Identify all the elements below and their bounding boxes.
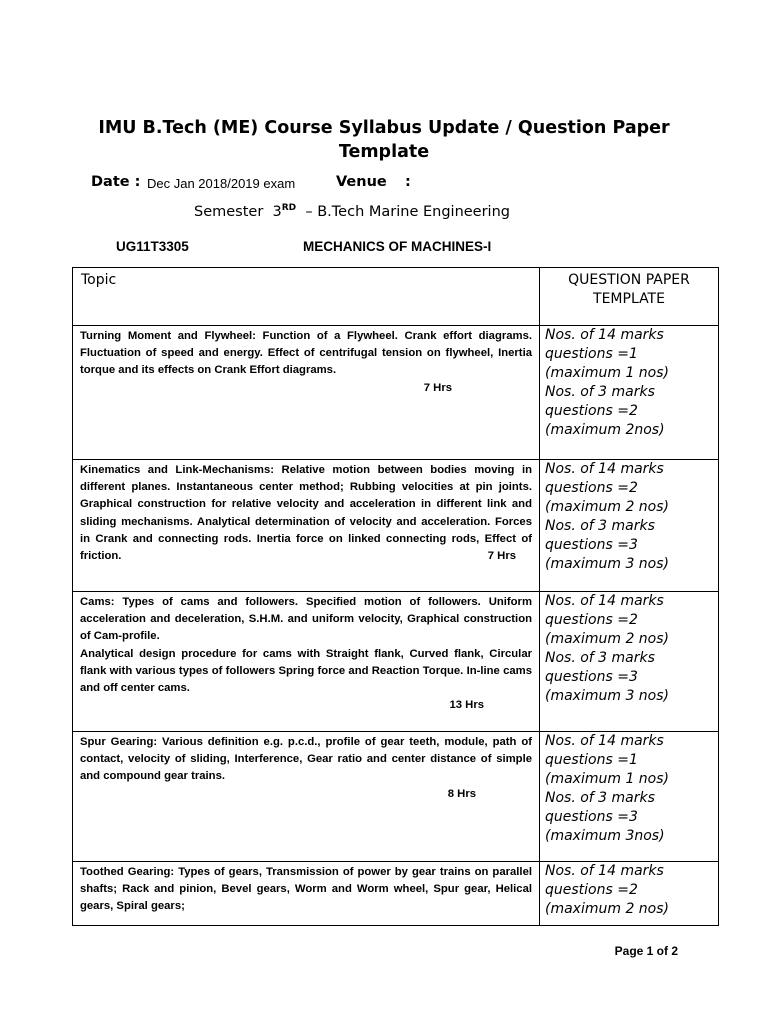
topic-description: Function of a Flywheel. Crank effort diagrams. Fluctuation of speed and energy. Effect of centrifugal tension on flywheel, Inertia torque and its effects on Crank Effort diagrams. [80, 330, 532, 377]
topic-cell [73, 592, 540, 732]
template-line: questions =2 [545, 403, 638, 419]
topic-cell [73, 862, 540, 926]
semester-line [194, 204, 510, 220]
topic-hours: 13 Hrs [449, 699, 484, 712]
topic-hours: 7 Hrs [487, 550, 516, 563]
syllabus-table [72, 267, 719, 926]
table-row [73, 592, 719, 732]
template-line: Nos. of 14 marks [545, 593, 664, 609]
topic-cell [73, 732, 540, 862]
template-column-header [540, 268, 718, 312]
topic-description: Types of cams and followers. Specified motion of followers. Uniform acceleration and deceleration, S.H.M. and uniform velocity, Graphical construction of Cam-profile. [80, 596, 532, 643]
page-title [60, 116, 708, 164]
topic-hours: 8 Hrs [447, 787, 476, 800]
template-line: (maximum 2nos) [545, 422, 665, 438]
topic-description-2: Analytical design procedure for cams with Straight flank, Curved flank, Circular flank with various types of followers Spring force and Reaction Torque. In-line cams and off center cams. [80, 647, 532, 695]
template-line: (maximum 1 nos) [545, 365, 670, 381]
template-line: questions =3 [545, 537, 638, 553]
topic-description: Various definition e.g. p.c.d., profile of gear teeth, module, path of contact, velocity of sliding, Interference, Gear ratio and center distance of simple and compound gear trains. [80, 736, 532, 783]
title-line-1: IMU B.Tech (ME) Course Syllabus Update / Question Paper [98, 118, 670, 138]
page-number: Page 1 of 2 [614, 944, 678, 958]
date-value: Dec Jan 2018/2019 exam [147, 176, 296, 191]
template-header-cell [540, 268, 719, 326]
semester-superscript: RD [281, 203, 297, 214]
topic-description: Relative motion between bodies moving in different planes. Instantaneous center method; Rubbing velocities at pin joints. Graphical construction for relative velocity and acceleration in different link and sliding mechanisms. Analytical determination of velocity and acceleration. Forces in Crank and connecting rods. Inertia force on linked connecting rods, Effect of friction. [80, 464, 532, 563]
template-line: questions =2 [545, 612, 638, 628]
template-line: Nos. of 14 marks [545, 733, 664, 749]
topic-cell [73, 460, 540, 592]
table-row [73, 732, 719, 862]
topic-heading: Cams: [80, 596, 115, 608]
template-line: Nos. of 3 marks [545, 518, 655, 534]
template-line: questions =3 [545, 669, 638, 685]
date-label: Date : [91, 174, 141, 190]
topic-hours: 7 Hrs [423, 381, 452, 394]
template-cell [540, 862, 719, 926]
title-line-2: Template [338, 142, 430, 162]
semester-suffix: – B.Tech Marine Engineering [296, 204, 510, 220]
template-line: questions =2 [545, 882, 638, 898]
template-line: (maximum 2 nos) [545, 499, 670, 515]
table-row [73, 862, 719, 926]
topic-heading: Toothed Gearing: [80, 866, 175, 878]
template-line: Nos. of 3 marks [545, 384, 655, 400]
template-line: questions =2 [545, 480, 638, 496]
venue-colon: : [405, 174, 411, 190]
template-line: Nos. of 14 marks [545, 327, 664, 343]
topic-heading: Turning Moment and Flywheel: [80, 330, 256, 342]
template-line: (maximum 2 nos) [545, 631, 670, 647]
topic-cell [73, 326, 540, 460]
template-line: Nos. of 14 marks [545, 461, 664, 477]
template-line: Nos. of 3 marks [545, 790, 655, 806]
table-row [73, 460, 719, 592]
template-cell [540, 460, 719, 592]
topic-heading: Spur Gearing: [80, 736, 158, 748]
semester-prefix: Semester 3 [194, 204, 282, 220]
topic-column-header: Topic [81, 272, 117, 288]
topic-heading: Kinematics and Link-Mechanisms: [80, 464, 274, 476]
template-line: (maximum 3nos) [545, 828, 665, 844]
topic-header-cell [73, 268, 540, 326]
template-cell [540, 326, 719, 460]
template-line: Nos. of 3 marks [545, 650, 655, 666]
topic-description: Types of gears, Transmission of power by gear trains on parallel shafts; Rack and pinion, Bevel gears, Worm and Worm wheel, Spur gear, Helical gears, Spiral gears; [80, 866, 532, 913]
template-line: questions =1 [545, 752, 638, 768]
table-row [73, 326, 719, 460]
template-header-line-1: QUESTION PAPER [568, 272, 690, 288]
template-cell [540, 592, 719, 732]
table-header-row [73, 268, 719, 326]
template-line: (maximum 1 nos) [545, 771, 670, 787]
template-header-line-2: TEMPLATE [593, 291, 665, 307]
template-line: (maximum 3 nos) [545, 556, 670, 572]
template-line: (maximum 2 nos) [545, 901, 670, 917]
template-cell [540, 732, 719, 862]
template-line: Nos. of 14 marks [545, 863, 664, 879]
venue-label: Venue [336, 174, 387, 190]
template-line: (maximum 3 nos) [545, 688, 670, 704]
template-line: questions =3 [545, 809, 638, 825]
course-code: UG11T3305 [116, 239, 189, 254]
template-line: questions =1 [545, 346, 638, 362]
course-name: MECHANICS OF MACHINES-I [303, 239, 492, 254]
